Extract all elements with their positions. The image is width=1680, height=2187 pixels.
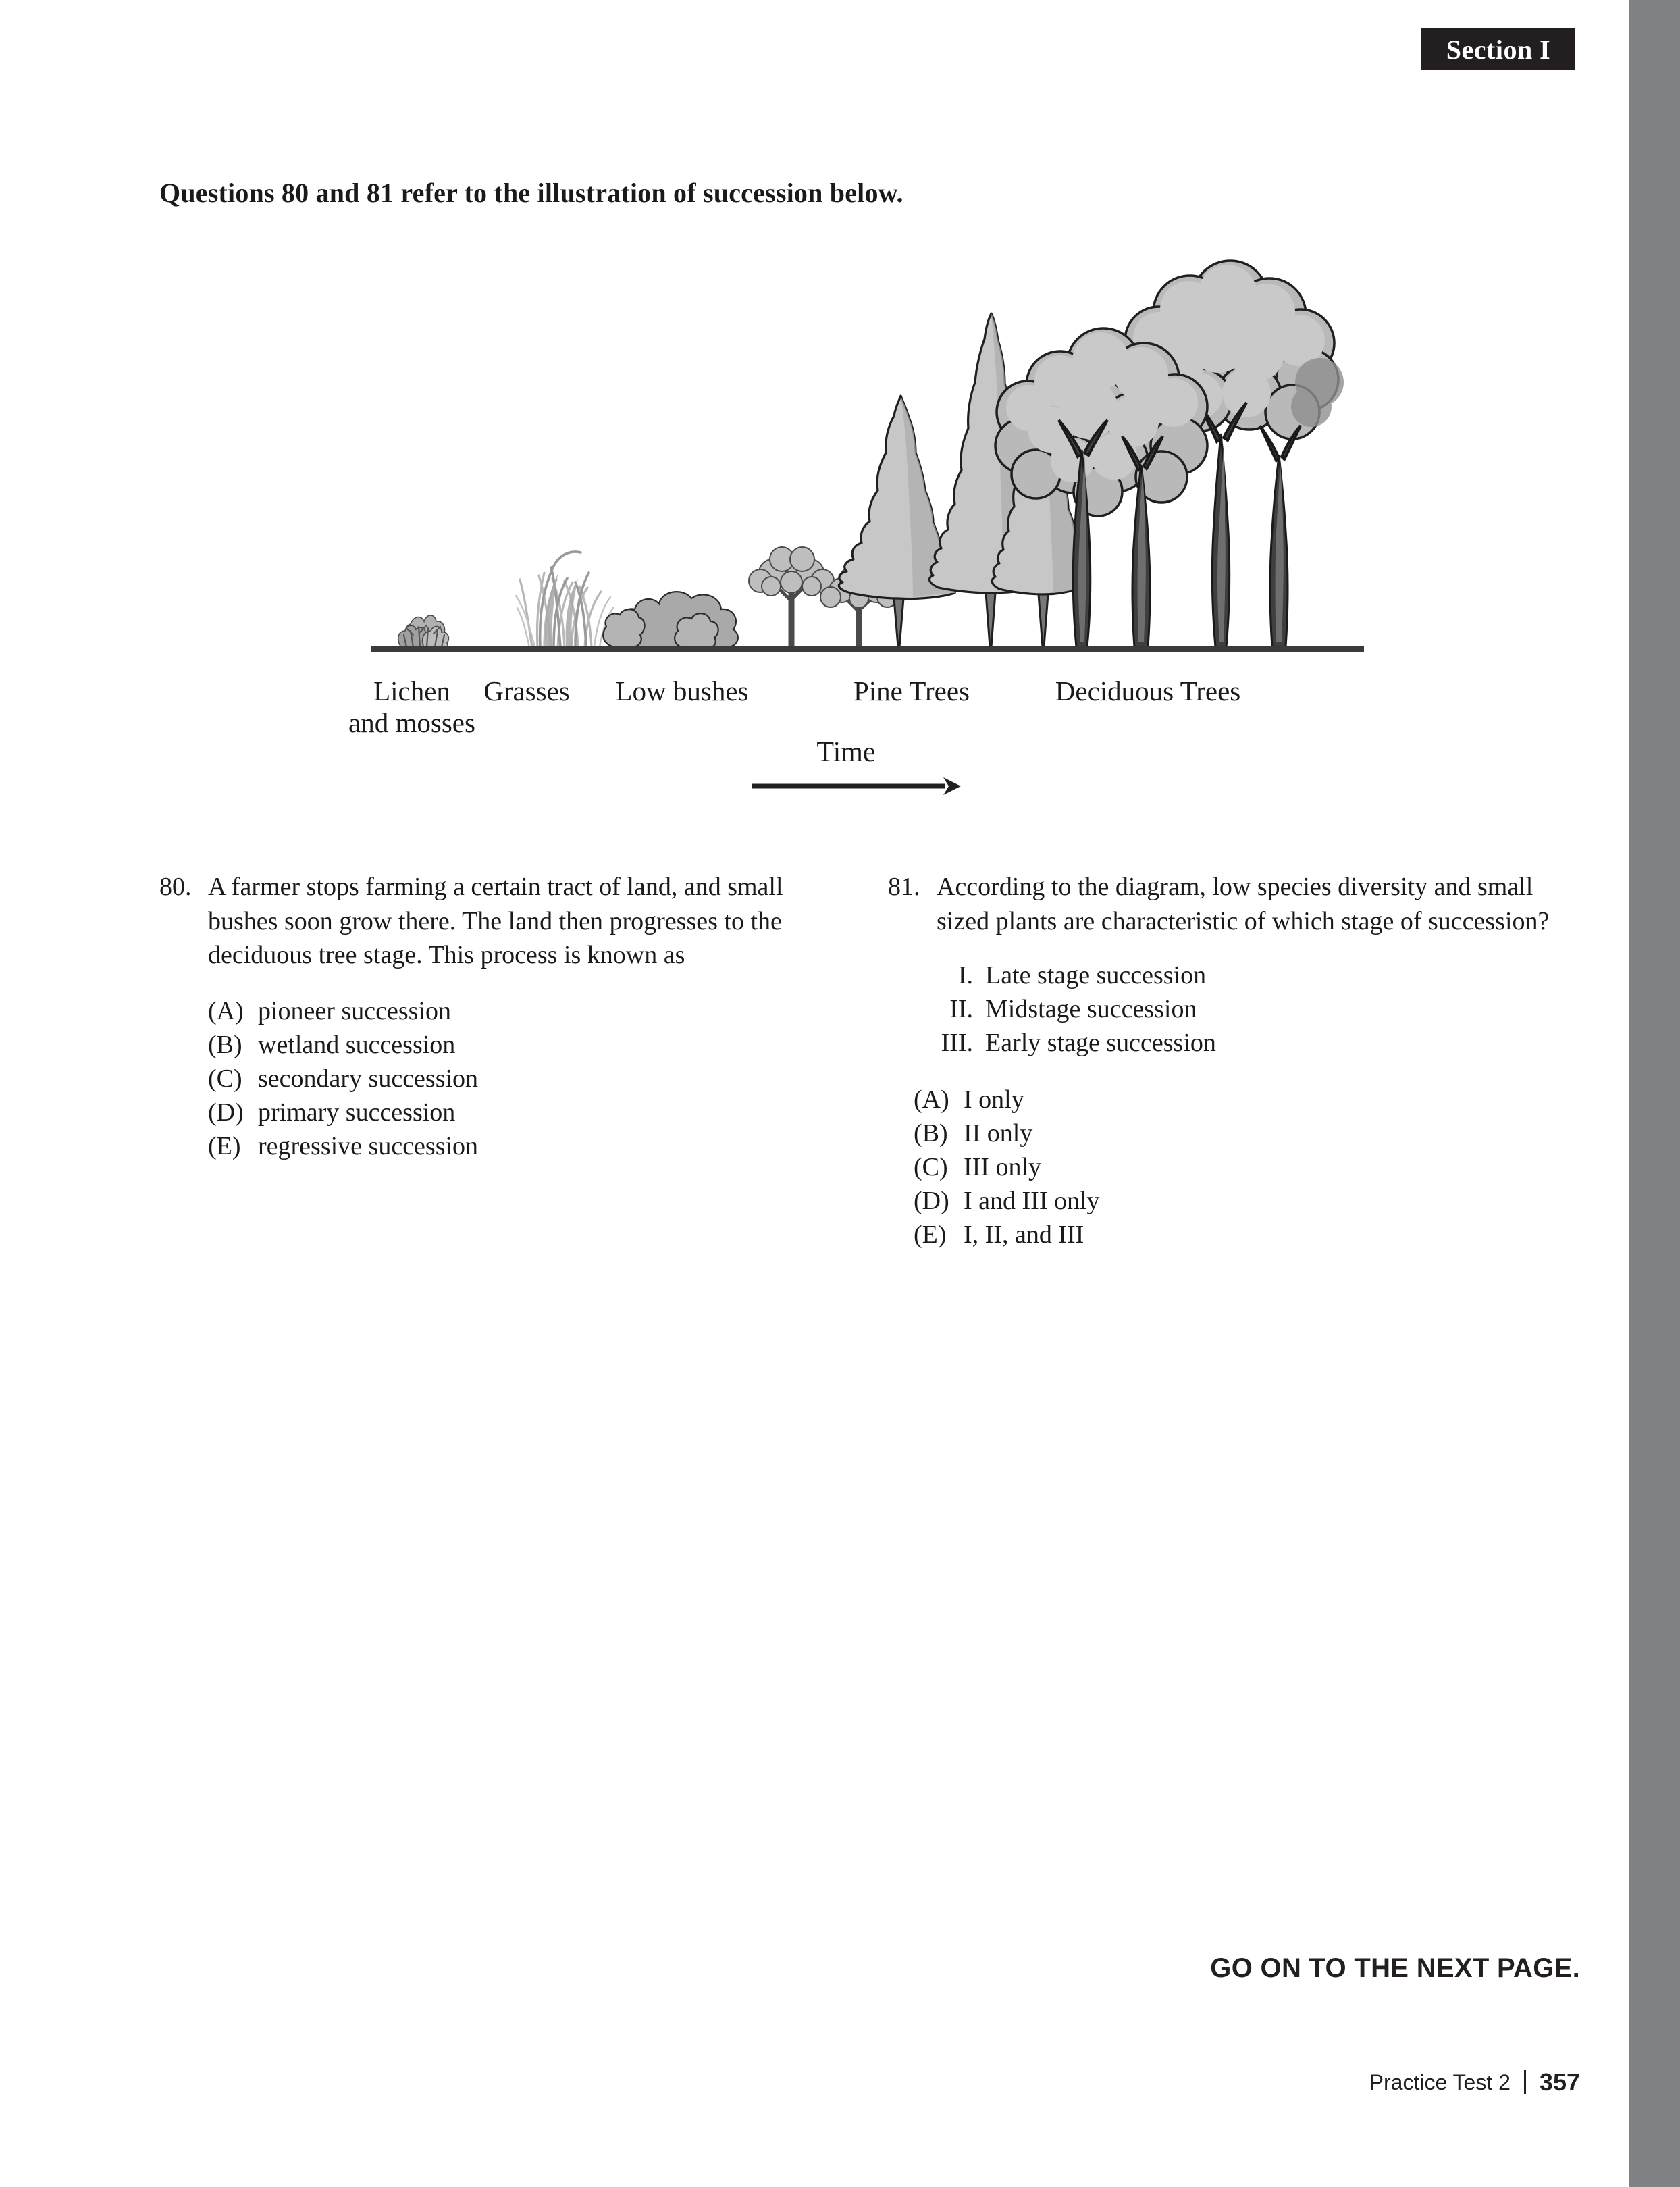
stage-label-deciduous-trees — [986, 675, 1310, 707]
question-set-heading: Questions 80 and 81 refer to the illustration of succession below. — [159, 178, 903, 208]
question-81-roman-list — [914, 958, 1563, 1060]
roman-text: Early stage succession — [985, 1029, 1216, 1058]
option-letter: (B) — [208, 1030, 242, 1059]
go-on-notice: GO ON TO THE NEXT PAGE. — [1210, 1953, 1580, 1983]
option-text: II only — [964, 1119, 1033, 1148]
question-81-text: According to the diagram, low species diversity and small sized plants are characteristic of which stage of succession? — [937, 873, 1550, 935]
question-81-option-c[interactable] — [914, 1150, 1563, 1184]
option-text: pioneer succession — [258, 996, 451, 1025]
section-tag-label: Section I — [1446, 34, 1551, 65]
roman-text: Midstage succession — [985, 995, 1197, 1024]
section-tag — [1421, 28, 1575, 70]
question-80-options — [208, 994, 848, 1163]
option-text: III only — [964, 1153, 1042, 1182]
page-footer — [905, 2068, 1580, 2096]
stage-label-pine-trees-line1: Pine Trees — [853, 675, 970, 706]
figure-stage-labels — [0, 675, 1391, 763]
roman-numeral: III. — [941, 1029, 973, 1058]
option-text: I only — [964, 1085, 1024, 1114]
grasses-figure — [516, 552, 613, 647]
option-text: secondary succession — [258, 1064, 479, 1093]
footer-divider — [1524, 2070, 1526, 2094]
question-80-option-d[interactable] — [208, 1096, 848, 1129]
question-81-option-d[interactable] — [914, 1184, 1563, 1218]
page-margin-bar — [1629, 0, 1680, 2187]
option-text: I and III only — [964, 1187, 1100, 1216]
option-letter: (C) — [914, 1153, 948, 1182]
question-80-text: A farmer stops farming a certain tract of land, and small bushes soon grow there. The land then progresses to the deciduous tree stage. This process is known as — [208, 873, 783, 970]
question-81-header — [888, 870, 1563, 938]
question-80-number: 80. — [159, 873, 192, 901]
question-80-option-b[interactable] — [208, 1028, 848, 1062]
option-letter: (C) — [208, 1064, 242, 1093]
question-81-option-e[interactable] — [914, 1218, 1563, 1252]
option-letter: (D) — [208, 1098, 244, 1127]
footer-test-name: Practice Test 2 — [1369, 2069, 1511, 2094]
question-81-option-a[interactable] — [914, 1083, 1563, 1116]
footer-page-number: 357 — [1539, 2068, 1580, 2096]
option-text: wetland succession — [258, 1030, 456, 1059]
ground-baseline — [371, 646, 1364, 652]
option-letter: (D) — [914, 1187, 949, 1216]
option-letter: (A) — [208, 996, 244, 1025]
lichen-and-mosses-figure — [398, 615, 449, 650]
option-letter: (B) — [914, 1119, 948, 1148]
option-text: I, II, and III — [964, 1220, 1084, 1250]
question-80-option-a[interactable] — [208, 994, 848, 1028]
question-81-roman-ii — [914, 992, 1563, 1026]
roman-numeral: II. — [949, 995, 973, 1024]
stage-label-lichen-line1: Lichen — [373, 675, 450, 706]
roman-numeral: I. — [957, 961, 973, 990]
stage-label-deciduous-trees-line1: Deciduous Trees — [1055, 675, 1241, 706]
question-81 — [888, 870, 1563, 1252]
question-80-header — [159, 870, 848, 973]
question-81-roman-iii — [914, 1026, 1563, 1060]
stage-label-low-bushes-line1: Low bushes — [615, 675, 749, 706]
question-81-option-b[interactable] — [914, 1116, 1563, 1150]
option-letter: (E) — [914, 1220, 947, 1250]
question-81-number: 81. — [888, 873, 920, 901]
question-81-options — [914, 1083, 1563, 1252]
time-axis-label: Time — [816, 737, 876, 768]
option-text: regressive succession — [258, 1131, 479, 1160]
question-80-option-e[interactable] — [208, 1129, 848, 1163]
question-81-roman-i — [914, 958, 1563, 992]
stage-label-low-bushes — [560, 675, 804, 707]
roman-text: Late stage succession — [985, 961, 1207, 990]
stage-label-grasses-line1: Grasses — [483, 675, 570, 706]
stage-label-lichen-line2: and mosses — [348, 707, 475, 739]
option-text: primary succession — [258, 1098, 456, 1127]
deciduous-tree-front — [995, 328, 1207, 647]
time-axis-arrow — [752, 775, 961, 798]
question-80-option-c[interactable] — [208, 1062, 848, 1096]
option-letter: (E) — [208, 1131, 241, 1160]
question-80 — [159, 870, 848, 1163]
option-letter: (A) — [914, 1085, 949, 1114]
